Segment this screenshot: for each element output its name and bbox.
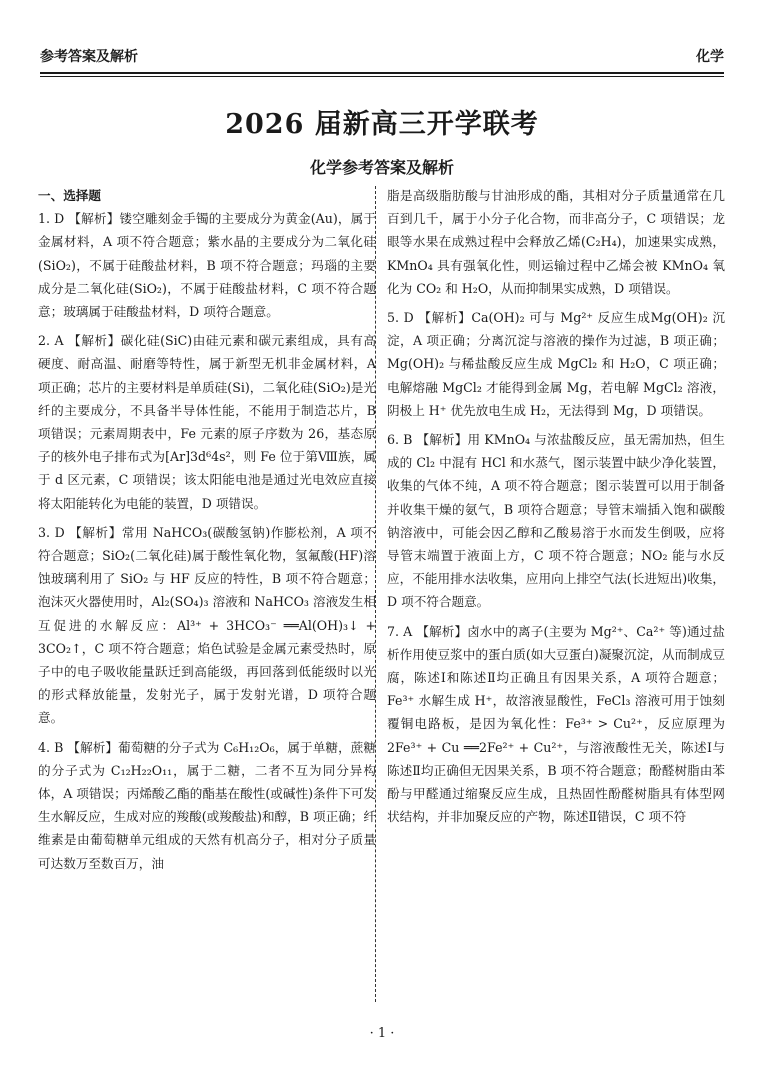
answer-text: 1. D 【解析】镂空雕刻金手镯的主要成分为黄金(Au)，属于金属材料，A 项不符合题意；紫水晶的主要成分为二氧化硅(SiO₂)，不属于硅酸盐材料，B 项不符合题意；玛瑙的主要成分是二氧化硅(SiO₂)，不属于硅酸盐材料，C 项不符合题意；玻璃属于硅酸盐材料，D 项符合题意。 xyxy=(38,211,376,320)
answer-item-2 xyxy=(38,329,376,515)
answer-text: 6. B 【解析】用 KMnO₄ 与浓盐酸反应，虽无需加热，但生成的 Cl₂ 中混有 HCl 和水蒸气，图示装置中缺少净化装置，收集的气体不纯，A 项不符合题意；图示装置可以用于制备并收集干燥的氨气，B 项符合题意；导管末端插入饱和碳酸钠溶液中，可能会因乙醇和乙酸易溶于水而发生倒吸，应将导管末端置于液面上方，C 项不符合题意；NO₂ 能与水反应，不能用排水法收集，应用向上排空气法(长进短出)收集，D 项不符合题意。 xyxy=(387,432,725,610)
answer-item-4-continued xyxy=(387,184,725,300)
answer-item-5 xyxy=(387,306,725,422)
answer-item-4 xyxy=(38,736,376,875)
column-divider xyxy=(375,186,376,1002)
answer-text: 3. D 【解析】常用 NaHCO₃(碳酸氢钠)作膨松剂，A 项不符合题意；SiO₂(二氧化硅)属于酸性氧化物，氢氟酸(HF)溶蚀玻璃利用了 SiO₂ 与 HF 反应的特性，B 项不符合题意；泡沫灭火器使用时，Al₂(SO₄)₃ 溶液和 NaHCO₃ 溶液发生相互促进的水解反应：Al³⁺ + 3HCO₃⁻ ══Al(OH)₃↓ + 3CO₂↑，C 项不符合题意；焰色试验是金属元素受热时，原子中的电子吸收能量跃迁到高能级，再回落到低能级时以光的形式释放能量，发射光子，属于发射光谱，D 项符合题意。 xyxy=(38,524,376,726)
header-rule-thick xyxy=(40,72,724,74)
answer-text: 2. A 【解析】碳化硅(SiC)由硅元素和碳元素组成，具有高硬度、耐高温、耐磨等特性，属于新型无机非金属材料，A 项正确；芯片的主要材料是单质硅(Si)，二氧化硅(SiO₂)是光纤的主要成分，不具备半导体性能，不能用于制造芯片，B 项错误；元素周期表中，Fe 元素的原子序数为 26，基态原子的核外电子排布式为[Ar]3d⁶4s²，则 Fe 位于第Ⅷ族，属于 d 区元素，C 项错误；该太阳能电池是通过光电效应直接将太阳能转化为电能的装置，D 项错误。 xyxy=(38,333,376,511)
answer-text: 4. B 【解析】葡萄糖的分子式为 C₆H₁₂O₆，属于单糖，蔗糖的分子式为 C₁₂H₂₂O₁₁，属于二糖，二者不互为同分异构体，A 项错误；丙烯酸乙酯的酯基在酸性(或碱性)条件下可发生水解反应，生成对应的羧酸(或羧酸盐)和醇，B 项正确；纤维素是由葡萄糖单元组成的天然有机高分子，相对分子质量可达数万至数百万，油 xyxy=(38,739,376,871)
right-column xyxy=(387,184,725,834)
answer-text: 7. A 【解析】卤水中的离子(主要为 Mg²⁺、Ca²⁺ 等)通过盐析作用使豆浆中的蛋白质(如大豆蛋白)凝聚沉淀，从而制成豆腐，陈述Ⅰ和陈述Ⅱ均正确且有因果关系，A 项符合题意；Fe³⁺ 水解生成 H⁺，故溶液显酸性，FeCl₃ 溶液可用于蚀刻覆铜电路板，是因为氧化性：Fe³⁺ > Cu²⁺，反应原理为 2Fe³⁺ + Cu ══2Fe²⁺ + Cu²⁺，与溶液酸性无关，陈述Ⅰ与陈述Ⅱ均正确但无因果关系，B 项不符合题意；酚醛树脂由苯酚与甲醛通过缩聚反应生成，且热固性酚醛树脂具有体型网状结构，并非加聚反应的产物，陈述Ⅱ错误，C 项不符 xyxy=(387,623,725,825)
header-left-label: 参考答案及解析 xyxy=(40,49,138,65)
left-column xyxy=(38,184,376,881)
section-heading: 一、选择题 xyxy=(38,188,101,203)
page-header xyxy=(40,46,724,72)
header-subject-label: 化学 xyxy=(696,49,724,65)
answer-item-3 xyxy=(38,521,376,730)
answer-text: 5. D 【解析】Ca(OH)₂ 可与 Mg²⁺ 反应生成Mg(OH)₂ 沉淀，A 项正确；分离沉淀与溶液的操作为过滤，B 项正确；Mg(OH)₂ 与稀盐酸反应生成 MgCl₂ 和 H₂O，C 项正确；电解熔融 MgCl₂ 才能得到金属 Mg，若电解 MgCl₂ 溶液，阴极上 H⁺ 优先放电生成 H₂，无法得到 Mg，D 项错误。 xyxy=(387,310,725,418)
header-rule-thin xyxy=(40,76,724,77)
answer-item-1 xyxy=(38,207,376,323)
answer-text: 脂是高级脂肪酸与甘油形成的酯，其相对分子质量通常在几百到几千，属于小分子化合物，而非高分子，C 项错误；龙眼等水果在成熟过程中会释放乙烯(C₂H₄)，加速果实成熟，KMnO₄ 具有强氧化性，则运输过程中乙烯会被 KMnO₄ 氧化为 CO₂ 和 H₂O，从而抑制果实成熟，D 项错误。 xyxy=(387,188,725,296)
answer-item-7 xyxy=(387,620,725,829)
answer-item-6 xyxy=(387,428,725,614)
document-title: 2026 届新高三开学联考 xyxy=(225,109,539,140)
page-number: · 1 · xyxy=(369,1026,395,1041)
document-subtitle: 化学参考答案及解析 xyxy=(309,158,454,177)
